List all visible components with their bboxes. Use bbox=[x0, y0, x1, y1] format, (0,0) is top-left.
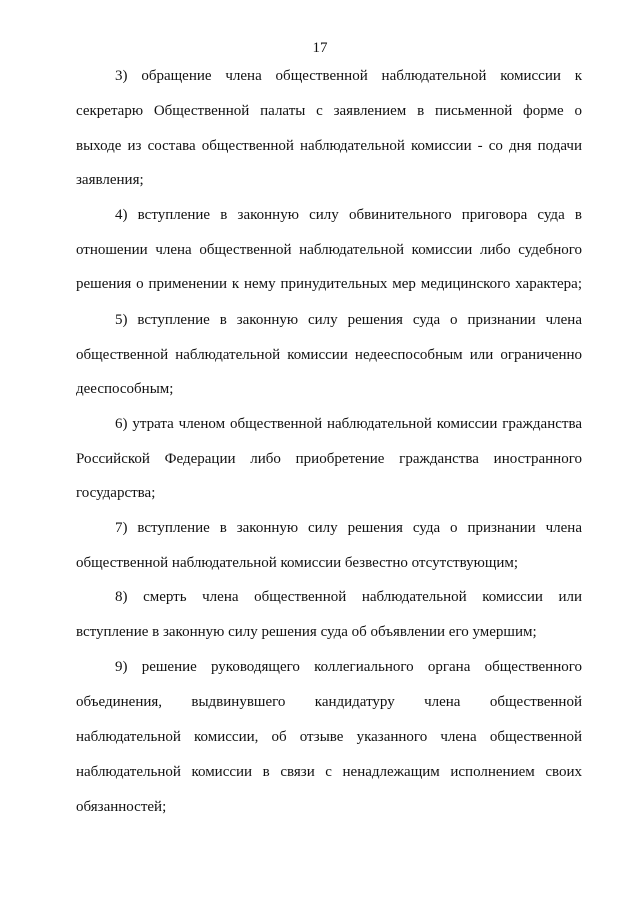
text-line: дееспособным; bbox=[76, 381, 174, 397]
text-line: вступление в законную силу решения суда об объявлении его умершим; bbox=[76, 624, 537, 640]
text-line: объединения, выдвинувшего кандидатуру члена общественной bbox=[76, 694, 582, 710]
text-line: 5) вступление в законную силу решения суда о признании члена bbox=[115, 312, 582, 328]
text-line: заявления; bbox=[76, 172, 144, 188]
text-line: 7) вступление в законную силу решения суда о признании члена bbox=[115, 520, 582, 536]
text-line: 3) обращение члена общественной наблюдательной комиссии к bbox=[115, 68, 582, 84]
text-line: общественной наблюдательной комиссии недееспособным или ограниченно bbox=[76, 347, 582, 363]
text-line: наблюдательной комиссии в связи с ненадлежащим исполнением своих bbox=[76, 764, 582, 780]
text-line: решения о применении к нему принудительных мер медицинского характера; bbox=[76, 276, 582, 292]
text-line: 6) утрата членом общественной наблюдательной комиссии гражданства bbox=[115, 416, 582, 432]
text-line: наблюдательной комиссии, об отзыве указанного члена общественной bbox=[76, 729, 582, 745]
text-line: 4) вступление в законную силу обвинительного приговора суда в bbox=[115, 207, 582, 223]
text-line: отношении члена общественной наблюдательной комиссии либо судебного bbox=[76, 242, 582, 258]
text-line: 8) смерть члена общественной наблюдательной комиссии или bbox=[115, 589, 582, 605]
text-line: Российской Федерации либо приобретение гражданства иностранного bbox=[76, 451, 582, 467]
text-line: государства; bbox=[76, 485, 156, 501]
text-line: обязанностей; bbox=[76, 799, 167, 815]
text-line: общественной наблюдательной комиссии безвестно отсутствующим; bbox=[76, 555, 519, 571]
text-line: секретарю Общественной палаты с заявлением в письменной форме о bbox=[76, 103, 582, 119]
text-line: 9) решение руководящего коллегиального органа общественного bbox=[115, 659, 582, 675]
page-number: 17 bbox=[312, 40, 328, 56]
text-line: выходе из состава общественной наблюдательной комиссии - со дня подачи bbox=[76, 138, 582, 154]
